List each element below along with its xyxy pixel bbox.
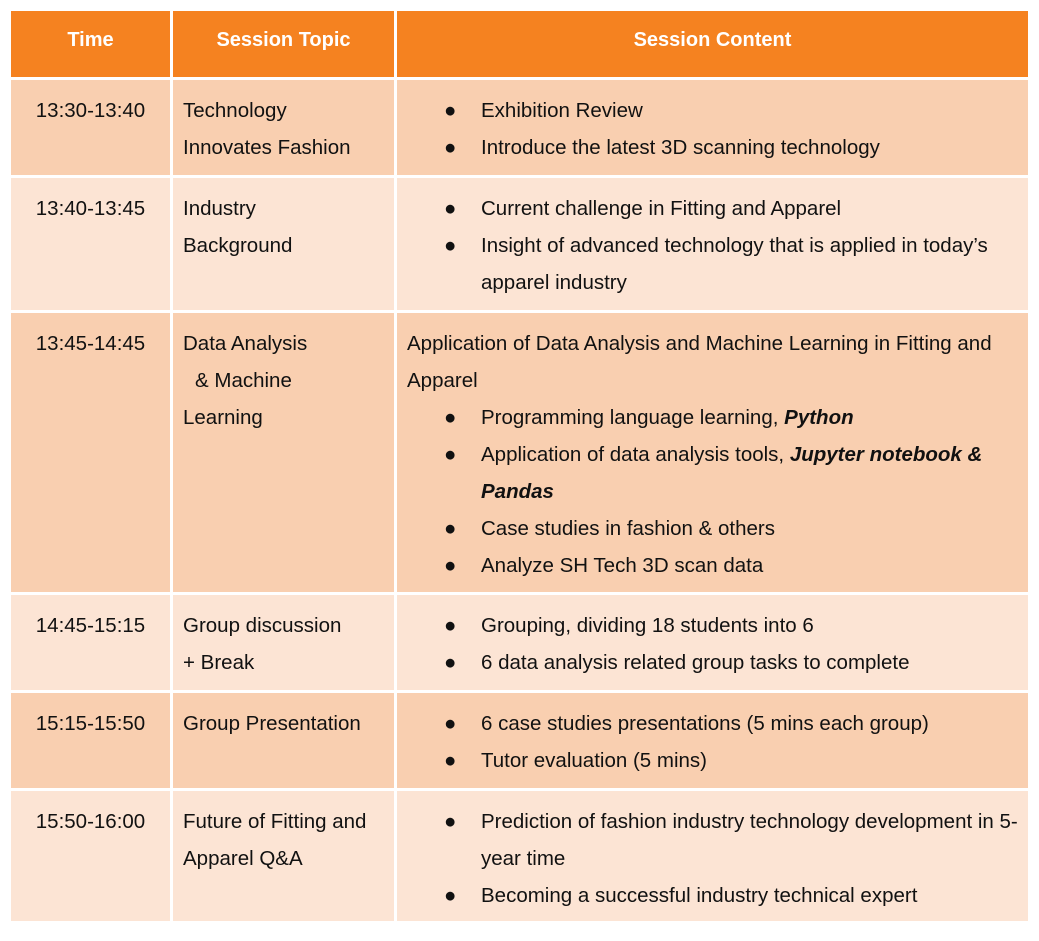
list-item xyxy=(407,190,1020,227)
bullet-list xyxy=(407,705,1020,779)
topic-line: Industry xyxy=(183,197,256,220)
bullet-text: Tutor evaluation (5 mins) xyxy=(481,749,707,772)
bullet-text: Programming language learning, xyxy=(481,406,785,429)
bullet-text: 6 case studies presentations (5 mins each group) xyxy=(481,712,929,735)
list-item xyxy=(407,227,1020,301)
bullet-list xyxy=(407,399,1020,584)
list-item xyxy=(407,607,1020,644)
time-cell: 13:45-14:45 xyxy=(11,313,173,595)
bullet-icon: ● xyxy=(444,99,457,122)
list-item xyxy=(407,742,1020,779)
bullet-list xyxy=(407,803,1020,914)
topic-cell xyxy=(173,313,397,595)
table-row xyxy=(11,595,1028,693)
list-item xyxy=(407,129,1020,166)
topic-line: Apparel Q&A xyxy=(183,847,303,870)
table-row xyxy=(11,178,1028,313)
bullet-icon: ● xyxy=(444,749,457,772)
topic-line: Future of Fitting and xyxy=(183,810,367,833)
table-row xyxy=(11,80,1028,178)
content-cell xyxy=(397,693,1028,791)
bullet-icon: ● xyxy=(444,197,457,220)
list-item xyxy=(407,510,1020,547)
bullet-text: 6 data analysis related group tasks to complete xyxy=(481,651,910,674)
bullet-emphasis: Jupyter notebook & Pandas xyxy=(481,443,983,503)
bullet-text: Introduce the latest 3D scanning technology xyxy=(481,136,880,159)
bullet-list xyxy=(407,92,1020,166)
topic-line: Data Analysis xyxy=(183,332,308,355)
list-item xyxy=(407,877,1020,914)
table-row xyxy=(11,791,1028,924)
topic-cell xyxy=(173,693,397,791)
bullet-text: Becoming a successful industry technical expert xyxy=(481,884,918,907)
bullet-icon: ● xyxy=(444,234,457,257)
bullet-emphasis: Python xyxy=(784,406,854,429)
content-cell xyxy=(397,178,1028,313)
bullet-icon: ● xyxy=(444,651,457,674)
bullet-text: Analyze SH Tech 3D scan data xyxy=(481,554,764,577)
topic-line: Group discussion xyxy=(183,614,342,637)
bullet-text: Case studies in fashion & others xyxy=(481,517,775,540)
topic-cell xyxy=(173,595,397,693)
list-item xyxy=(407,803,1020,877)
table-row xyxy=(11,313,1028,595)
list-item xyxy=(407,399,1020,436)
topic-line: Innovates Fashion xyxy=(183,136,351,159)
header-time: Time xyxy=(11,11,173,80)
bullet-list xyxy=(407,190,1020,301)
bullet-icon: ● xyxy=(444,614,457,637)
topic-line: Technology xyxy=(183,99,287,122)
bullet-icon: ● xyxy=(444,712,457,735)
time-cell: 13:40-13:45 xyxy=(11,178,173,313)
time-cell: 14:45-15:15 xyxy=(11,595,173,693)
list-item xyxy=(407,705,1020,742)
topic-line: Learning xyxy=(183,406,263,429)
list-item xyxy=(407,547,1020,584)
list-item xyxy=(407,436,1020,510)
list-item xyxy=(407,644,1020,681)
time-cell: 13:30-13:40 xyxy=(11,80,173,178)
bullet-icon: ● xyxy=(444,136,457,159)
header-row xyxy=(11,11,1028,80)
bullet-icon: ● xyxy=(444,810,457,833)
topic-line: Group Presentation xyxy=(183,712,361,735)
topic-line: + Break xyxy=(183,651,255,674)
topic-line: & Machine xyxy=(195,369,292,392)
bullet-text: Insight of advanced technology that is applied in today’s apparel industry xyxy=(481,234,988,294)
header-topic: Session Topic xyxy=(173,11,397,80)
time-cell: 15:15-15:50 xyxy=(11,693,173,791)
bullet-icon: ● xyxy=(444,884,457,907)
list-item xyxy=(407,92,1020,129)
content-cell xyxy=(397,313,1028,595)
topic-line: Background xyxy=(183,234,293,257)
table-row xyxy=(11,693,1028,791)
time-cell: 15:50-16:00 xyxy=(11,791,173,924)
topic-cell xyxy=(173,80,397,178)
bullet-text: Current challenge in Fitting and Apparel xyxy=(481,197,842,220)
bullet-text: Exhibition Review xyxy=(481,99,643,122)
bullet-text: Prediction of fashion industry technology development in 5-year time xyxy=(481,810,1018,870)
bullet-text: Grouping, dividing 18 students into 6 xyxy=(481,614,814,637)
bullet-icon: ● xyxy=(444,517,457,540)
bullet-list xyxy=(407,607,1020,681)
content-cell xyxy=(397,791,1028,924)
content-cell xyxy=(397,595,1028,693)
bullet-icon: ● xyxy=(444,406,457,429)
schedule-table xyxy=(11,11,1028,924)
content-intro: Application of Data Analysis and Machine Learning in Fitting and Apparel xyxy=(407,332,992,392)
topic-cell xyxy=(173,178,397,313)
header-content: Session Content xyxy=(397,11,1028,80)
content-cell xyxy=(397,80,1028,178)
bullet-text: Application of data analysis tools, xyxy=(481,443,790,466)
bullet-icon: ● xyxy=(444,443,457,466)
topic-cell xyxy=(173,791,397,924)
bullet-icon: ● xyxy=(444,554,457,577)
